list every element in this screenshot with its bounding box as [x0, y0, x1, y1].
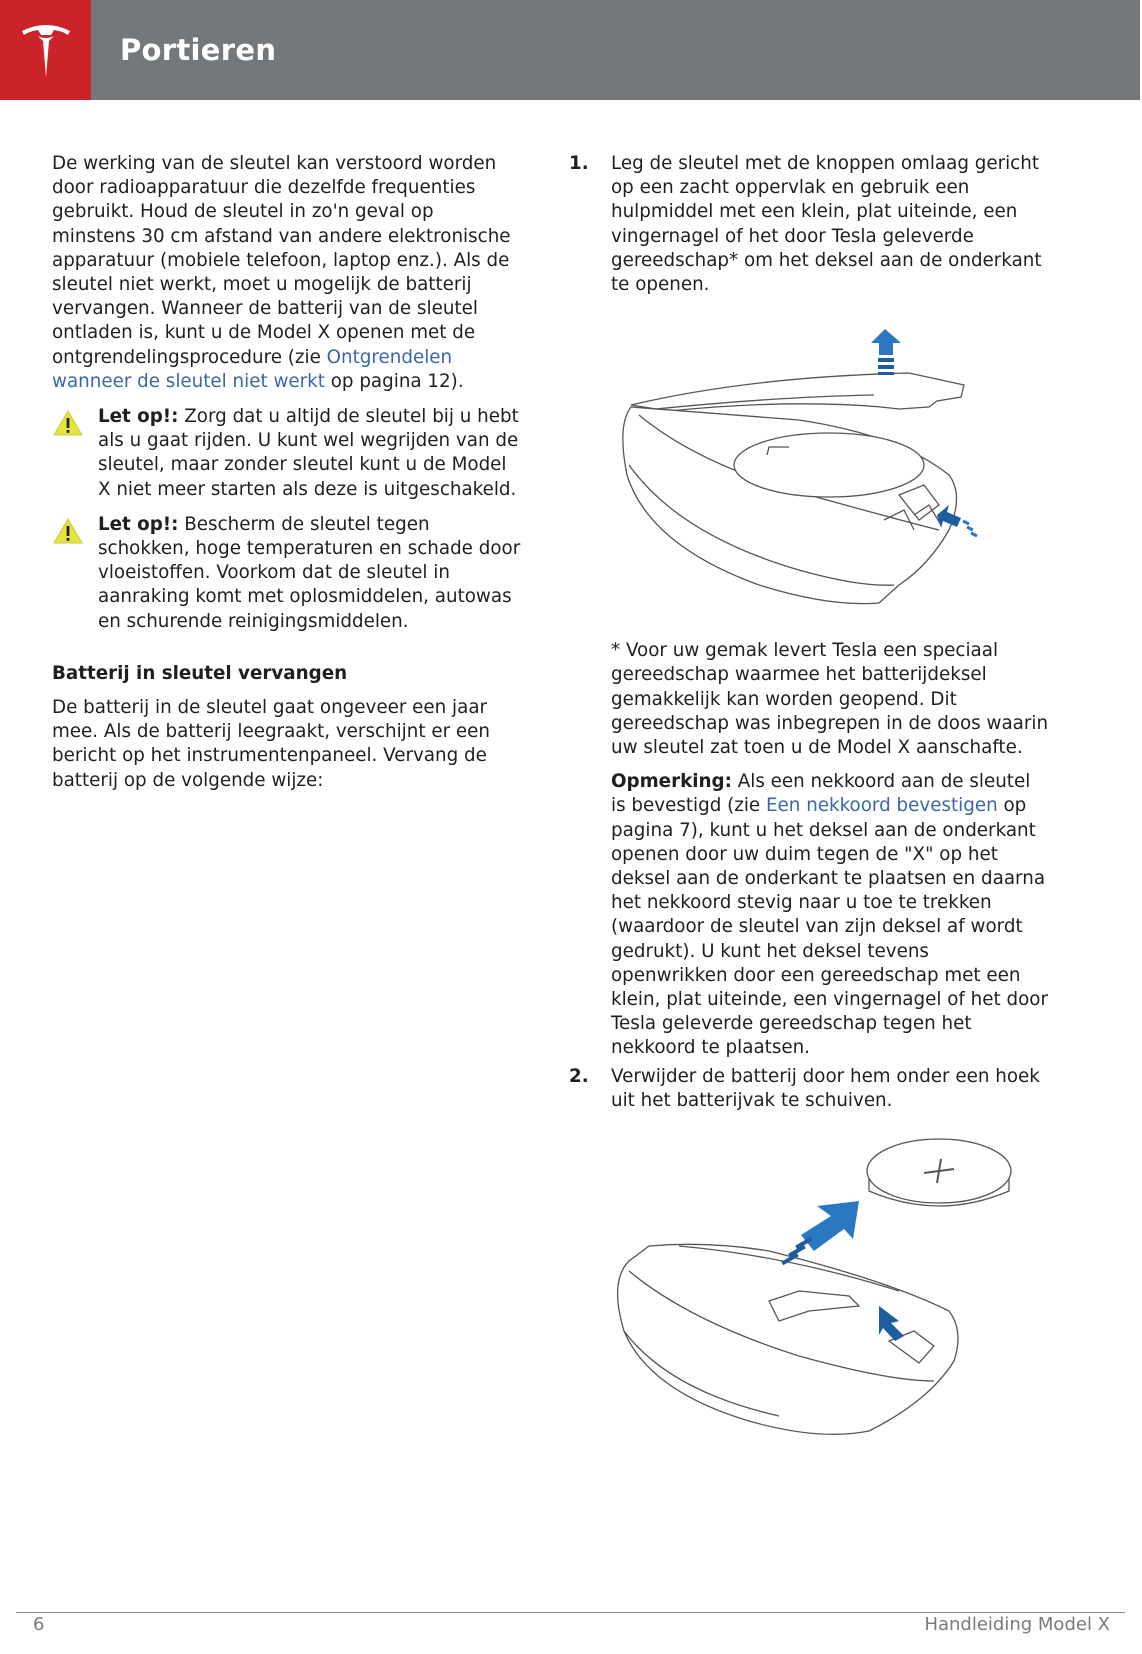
step-1: [569, 152, 1049, 297]
lanyard-link[interactable]: Een nekkoord bevestigen: [766, 795, 998, 817]
warning-label: Let op!:: [98, 513, 179, 535]
intro-paragraph: [52, 152, 522, 394]
unlock-procedure-link[interactable]: Ontgrendelen wanneer de sleutel niet werkt: [52, 346, 453, 392]
note-label: Opmerking:: [611, 771, 732, 793]
document-title: Handleiding Model X: [924, 1614, 1110, 1635]
warning-body: Bescherm de sleutel tegen schokken, hoge temperaturen en schade door vloeistoffen. Voorkom dat de sleutel in aanraking komt met oplosmiddelen, autowas en schurende reinigingsmiddelen.: [98, 513, 521, 632]
note-text: Als een nekkoord aan de sleutel is bevestigd (zie: [611, 771, 1031, 817]
arrow-up-icon: [871, 329, 901, 375]
footer-divider: [16, 1612, 1125, 1613]
warning-callout: [52, 513, 522, 634]
warning-text: [98, 513, 522, 634]
warning-body: Zorg dat u altijd de sleutel bij u hebt als u gaat rijden. U kunt wel wegrijden van de sleutel, maar zonder sleutel kunt u de Model X niet meer starten als deze is uitgeschakeld.: [98, 406, 519, 500]
warning-callout: [52, 405, 522, 502]
step-text: Leg de sleutel met de knoppen omlaag gericht op een zacht oppervlak en gebruik een hulpmiddel met een klein, plat uiteinde, een vingernagel of het door Tesla geleverde gereedschap* om het deksel aan de onderkant te openen.: [611, 153, 1042, 296]
warning-text: [98, 405, 522, 502]
intro-text-end: op pagina 12).: [324, 370, 464, 392]
section-heading: Batterij in sleutel vervangen: [52, 662, 348, 684]
step-2: [569, 1065, 1049, 1113]
page-title: Portieren: [120, 33, 277, 67]
left-column: [52, 152, 522, 793]
section-body: De batterij in de sleutel gaat ongeveer een jaar mee. Als de batterij leegraakt, verschijnt er een bericht op het instrumentenpaneel. Vervang de batterij op de volgende wijze:: [52, 697, 490, 791]
step-number: 2.: [569, 1065, 589, 1087]
footnote: * Voor uw gemak levert Tesla een speciaal gereedschap waarmee het batterijdeksel gemakkelijk kan worden geopend. Dit gereedschap was inbegrepen in de doos waarin uw sleutel zat toen u de Model X aanschafte.: [611, 640, 1049, 759]
note-paragraph: [569, 770, 1049, 1060]
step-number: 1.: [569, 153, 589, 174]
intro-text: De werking van de sleutel kan verstoord worden door radioapparatuur die dezelfde frequenties gebruikt. Houd de sleutel in zo'n geval op minstens 30 cm afstand van andere elektronische apparatuur (mobiele telefoon, laptop enz.). Als de sleutel niet werkt, moet u mogelijk de batterij vervangen. Wanneer de batterij van de sleutel ontladen is, kunt u de Model X openen met de ontgrendelingsprocedure (zie: [52, 153, 511, 368]
arrow-diagonal-up-icon: [781, 1201, 859, 1265]
right-column: [569, 152, 1049, 1451]
warning-triangle-icon: [53, 410, 83, 436]
tesla-logo-icon: [18, 21, 74, 79]
tesla-logo: [0, 0, 91, 100]
step-text: Verwijder de batterij door hem onder een hoek uit het batterijvak te schuiven.: [611, 1065, 1040, 1111]
page-header: [0, 0, 1140, 100]
warning-label: Let op!:: [98, 406, 179, 428]
note-text-end: op pagina 7), kunt u het deksel aan de onderkant openen door uw duim tegen de "X" op het deksel aan de onderkant te plaatsen en daarna het nekkoord stevig naar u toe te trekken (waardoor de sleutel van zijn deksel af wordt gedrukt). U kunt het deksel tevens openwrikken door een gereedschap met een klein, plat uiteinde, een vingernagel of het door Tesla geleverde gereedschap tegen het nekkoord te plaatsen.: [611, 795, 1048, 1059]
key-fob-cover-open-illustration: [569, 315, 1049, 615]
key-fob-battery-removal-illustration: [569, 1131, 1049, 1451]
warning-triangle-icon: [53, 518, 83, 544]
page-number: 6: [33, 1614, 45, 1635]
